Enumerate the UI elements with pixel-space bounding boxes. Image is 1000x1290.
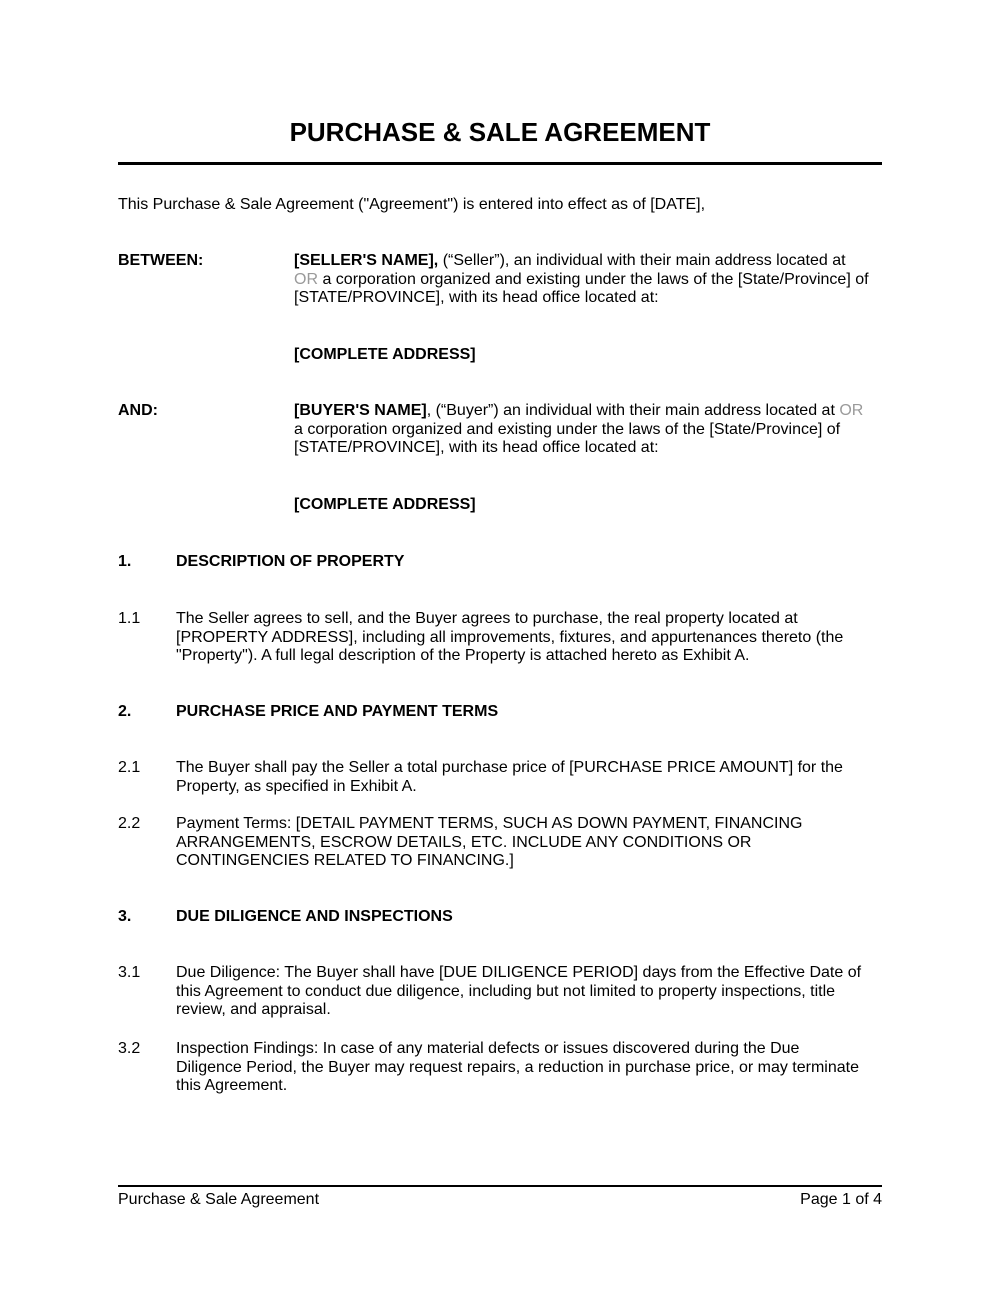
buyer-name: [BUYER'S NAME] <box>294 402 427 419</box>
clause-line: Diligence Period, the Buyer may request repairs, a reduction in purchase price, or may terminate <box>176 1058 859 1076</box>
clause-line: Inspection Findings: In case of any material defects or issues discovered during the Due <box>176 1040 800 1057</box>
buyer-label: AND: <box>118 402 158 419</box>
clause-text <box>176 964 861 1020</box>
clause-text <box>176 759 843 796</box>
clause-line: Due Diligence: The Buyer shall have [DUE DILIGENCE PERIOD] days from the Effective Date of <box>176 964 862 981</box>
clause-text <box>176 815 802 871</box>
section-number: 2. <box>118 703 132 720</box>
clause-number: 3.2 <box>118 1040 141 1057</box>
clause-line: review, and appraisal. <box>176 1001 331 1019</box>
clause-line: "Property"). A full legal description of the Property is attached hereto as Exhibit A. <box>176 647 750 665</box>
buyer-text: , (“Buyer”) an individual with their main address located at <box>426 402 840 419</box>
seller-text: a corporation organized and existing under the laws of the [State/Province] of <box>318 270 869 288</box>
clause-text <box>176 1040 859 1096</box>
seller-text: [STATE/PROVINCE], with its head office located at: <box>294 289 659 307</box>
section-number: 1. <box>118 553 132 570</box>
title-divider <box>118 162 882 165</box>
clause-text <box>176 610 843 666</box>
buyer-address: [COMPLETE ADDRESS] <box>294 496 476 513</box>
seller-name: [SELLER'S NAME], <box>294 252 439 269</box>
clause-line: The Buyer shall pay the Seller a total purchase price of [PURCHASE PRICE AMOUNT] for the <box>176 759 843 776</box>
clause-line: ARRANGEMENTS, ESCROW DETAILS, ETC. INCLUDE ANY CONDITIONS OR <box>176 833 752 851</box>
clause-line: this Agreement to conduct due diligence, including but not limited to property inspections, title <box>176 982 836 1000</box>
seller-label: BETWEEN: <box>118 252 204 269</box>
document-title: PURCHASE & SALE AGREEMENT <box>289 117 711 147</box>
clause-number: 2.2 <box>118 815 141 832</box>
intro-paragraph: This Purchase & Sale Agreement ("Agreement") is entered into effect as of [DATE], <box>118 196 706 213</box>
clause-line: Payment Terms: [DETAIL PAYMENT TERMS, SUCH AS DOWN PAYMENT, FINANCING <box>176 815 803 832</box>
clause-line: [PROPERTY ADDRESS], including all improvements, fixtures, and appurtenances thereto (the <box>176 628 844 646</box>
buyer-or: OR <box>839 402 864 419</box>
buyer-paragraph <box>294 402 863 458</box>
section-heading: DUE DILIGENCE AND INSPECTIONS <box>176 908 453 925</box>
footer-title: Purchase & Sale Agreement <box>118 1191 320 1208</box>
clause-line: Property, as specified in Exhibit A. <box>176 777 417 795</box>
footer-divider <box>118 1185 882 1187</box>
seller-address: [COMPLETE ADDRESS] <box>294 346 476 363</box>
section-heading: PURCHASE PRICE AND PAYMENT TERMS <box>176 703 499 720</box>
clause-number: 3.1 <box>118 964 141 981</box>
seller-or: OR <box>294 270 318 288</box>
clause-number: 1.1 <box>118 610 141 627</box>
section-number: 3. <box>118 908 132 925</box>
section-heading: DESCRIPTION OF PROPERTY <box>176 553 405 570</box>
clause-line: The Seller agrees to sell, and the Buyer agrees to purchase, the real property located at <box>176 610 798 627</box>
clause-number: 2.1 <box>118 759 141 776</box>
buyer-text: [STATE/PROVINCE], with its head office located at: <box>294 439 659 457</box>
seller-text: (“Seller”), an individual with their main address located at <box>438 252 846 269</box>
page-number: Page 1 of 4 <box>800 1191 882 1208</box>
buyer-text: a corporation organized and existing under the laws of the [State/Province] of <box>294 420 841 438</box>
seller-paragraph <box>294 252 869 308</box>
clause-line: this Agreement. <box>176 1077 288 1095</box>
clause-line: CONTINGENCIES RELATED TO FINANCING.] <box>176 852 514 870</box>
